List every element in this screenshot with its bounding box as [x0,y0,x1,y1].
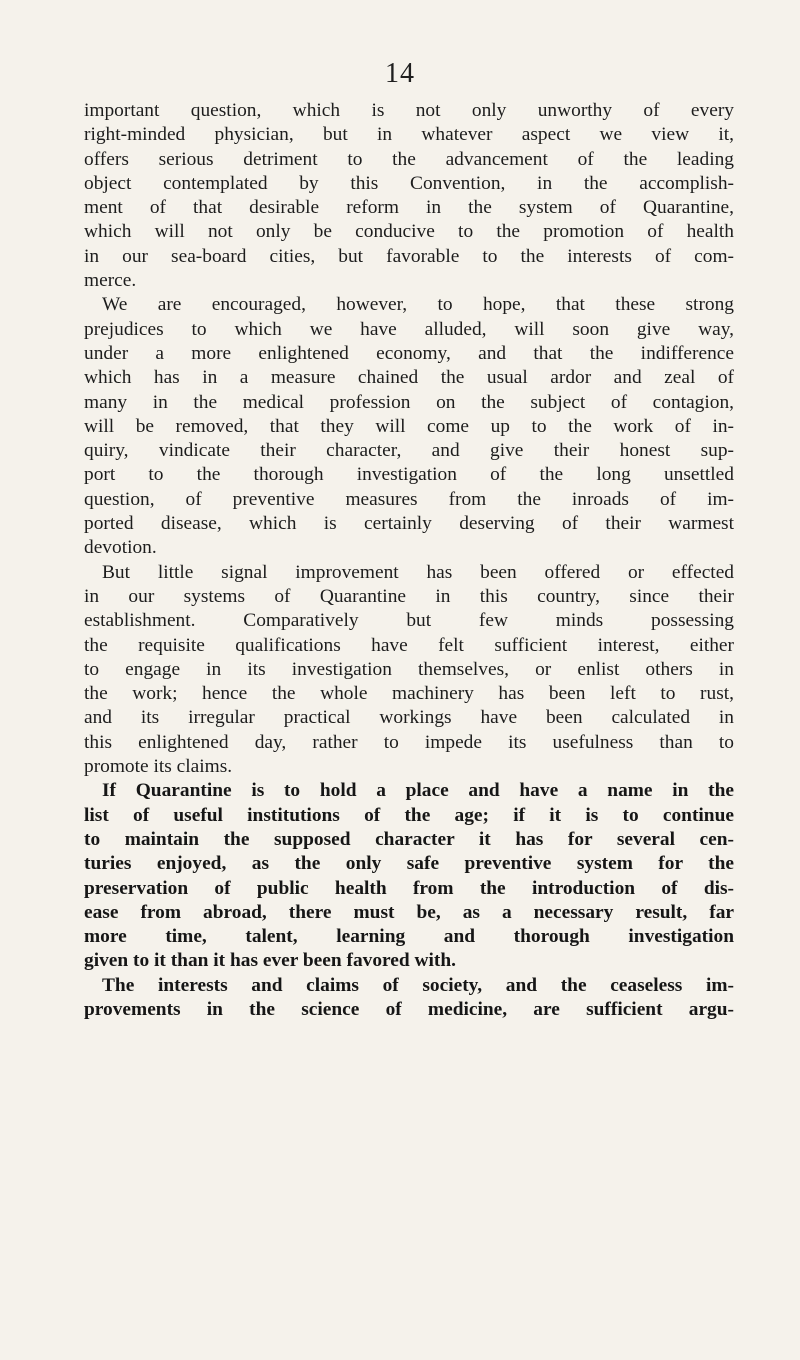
text-line: offers serious detriment to the advancement of the leading [84,148,734,170]
text-line: more time, talent, learning and thorough investigation [84,926,734,948]
text-line: quiry, vindicate their character, and give their honest sup- [84,440,734,462]
text-line: this enlightened day, rather to impede its usefulness than to [84,731,734,753]
text-line: But little signal improvement has been offered or effected [102,561,734,583]
text-line: devotion. [84,537,157,559]
text-line: promote its claims. [84,756,233,778]
page-number: 14 [385,58,415,89]
text-line: preservation of public health from the introduction of dis- [84,877,734,899]
text-line: in our systems of Quarantine in this country, since their [84,585,734,607]
text-line: establishment. Comparatively but few minds possessing [84,610,734,632]
text-line: given to it than it has ever been favored with. [84,950,457,972]
text-line: in our sea-board cities, but favorable to the interests of com- [84,245,734,267]
body-text [84,99,734,1022]
text-line: We are encouraged, however, to hope, that these strong [102,294,734,316]
text-line: port to the thorough investigation of the long unsettled [84,464,734,486]
text-line: The interests and claims of society, and the ceaseless im- [102,974,734,996]
text-line: the requisite qualifications have felt sufficient interest, either [84,634,734,656]
text-line: question, of preventive measures from the inroads of im- [84,488,734,510]
text-line: merce. [84,270,137,292]
text-line: which has in a measure chained the usual ardor and zeal of [84,367,734,389]
text-line: ment of that desirable reform in the system of Quarantine, [84,197,734,219]
text-line: turies enjoyed, as the only safe preventive system for the [84,853,734,875]
text-line: will be removed, that they will come up to the work of in- [84,415,734,437]
text-line: and its irregular practical workings have been calculated in [84,707,734,729]
text-line: If Quarantine is to hold a place and have a name in the [102,780,734,802]
text-line: which will not only be conducive to the promotion of health [84,221,734,243]
text-line: ported disease, which is certainly deserving of their warmest [84,513,734,535]
text-line: the work; hence the whole machinery has been left to rust, [84,683,734,705]
text-line: under a more enlightened economy, and that the indifference [84,342,734,364]
text-line: many in the medical profession on the subject of contagion, [84,391,734,413]
text-line: provements in the science of medicine, are sufficient argu- [84,998,734,1020]
text-line: ease from abroad, there must be, as a necessary result, far [84,901,734,923]
text-line: right-minded physician, but in whatever aspect we view it, [84,124,734,146]
text-line: to engage in its investigation themselves, or enlist others in [84,658,734,680]
text-line: prejudices to which we have alluded, will soon give way, [84,318,734,340]
text-line: to maintain the supposed character it has for several cen- [84,828,734,850]
text-line: object contemplated by this Convention, in the accomplish- [84,172,734,194]
text-line: important question, which is not only unworthy of every [84,100,734,121]
text-line: list of useful institutions of the age; if it is to continue [84,804,734,826]
